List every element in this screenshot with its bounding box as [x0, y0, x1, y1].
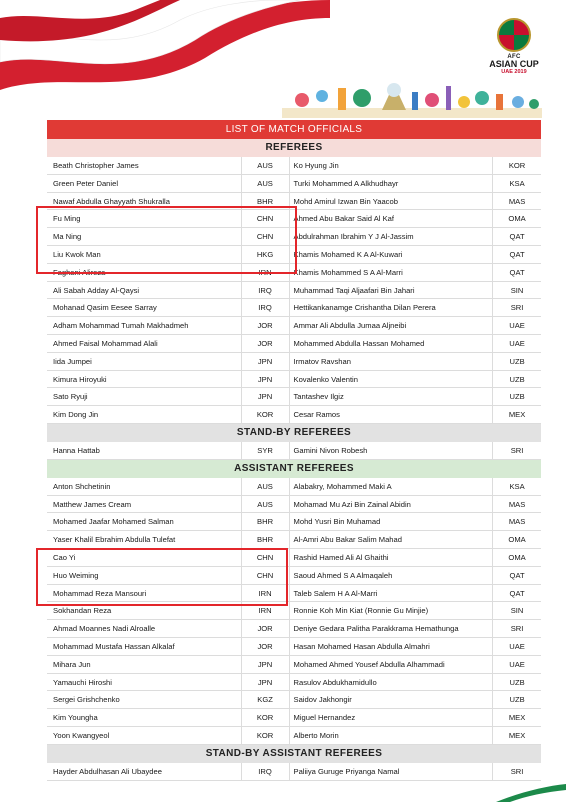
official-name-right: Irmatov Ravshan	[290, 353, 494, 370]
country-code-left: KOR	[242, 709, 290, 726]
official-name-right: Cesar Ramos	[290, 406, 494, 423]
table-row	[47, 353, 541, 371]
table-row	[47, 157, 541, 175]
country-code-right: UAE	[509, 641, 525, 651]
official-name-left: Sato Ryuji	[47, 388, 242, 405]
country-code-left: JPN	[242, 656, 290, 673]
standby-referees-table	[47, 442, 541, 460]
official-name-left: Cao Yi	[47, 549, 242, 566]
country-code-left: IRN	[242, 602, 290, 619]
country-code-right: QAT	[509, 588, 525, 598]
official-name-left: Yamauchi Hiroshi	[47, 674, 242, 691]
official-name-left: Liu Kwok Man	[47, 246, 242, 263]
official-name-left: Hayder Abdulhasan Ali Ubaydee	[47, 763, 242, 780]
country-code-right: MEX	[508, 410, 526, 420]
country-code-left: JOR	[242, 620, 290, 637]
official-name-right: Mohd Amirul Izwan Bin Yaacob	[290, 193, 494, 210]
official-name-left: Fu Ming	[47, 210, 242, 227]
official-name-right: Alabakry, Mohammed Maki A	[290, 478, 494, 495]
official-name-right: Rashid Hamed Ali Al Ghaithi	[290, 549, 494, 566]
official-name-right: Abdulrahman Ibrahim Y J Al-Jassim	[290, 228, 494, 245]
country-code-left: CHN	[242, 228, 290, 245]
country-code-left: KOR	[242, 406, 290, 423]
official-name-right: Khamis Mohamed K A Al-Kuwari	[290, 246, 494, 263]
official-name-left: Faghani Alireza	[47, 264, 242, 281]
table-row	[47, 299, 541, 317]
country-code-right: OMA	[508, 552, 526, 562]
official-name-right: Turki Mohammed A Alkhudhayr	[290, 175, 494, 192]
country-code-left: CHN	[242, 210, 290, 227]
country-code-left: JOR	[242, 638, 290, 655]
country-code-right: UAE	[509, 321, 525, 331]
country-code-right: MEX	[508, 730, 526, 740]
country-code-right: SIN	[510, 285, 524, 295]
country-code-right: QAT	[509, 267, 525, 277]
country-code-right: KSA	[509, 481, 525, 491]
country-code-right: UZB	[509, 356, 525, 366]
country-code-left: HKG	[242, 246, 290, 263]
country-code-right: UAE	[509, 659, 525, 669]
country-code-right: UZB	[509, 695, 525, 705]
country-code-right: UZB	[509, 374, 525, 384]
section-standby-referees: STAND-BY REFEREES	[47, 424, 541, 442]
official-name-left: Ahmad Moannes Nadi Alroalle	[47, 620, 242, 637]
country-code-right: OMA	[508, 535, 526, 545]
table-row	[47, 496, 541, 514]
table-row	[47, 282, 541, 300]
section-standby-assistant-referees: STAND-BY ASSISTANT REFEREES	[47, 745, 541, 763]
official-name-left: Ali Sabah Adday Al-Qaysi	[47, 282, 242, 299]
referees-table	[47, 157, 541, 424]
country-code-left: JPN	[242, 674, 290, 691]
country-code-left: IRQ	[242, 299, 290, 316]
logo-line2: ASIAN CUP	[489, 59, 539, 69]
table-row	[47, 763, 541, 781]
country-code-left: IRQ	[242, 282, 290, 299]
official-name-left: Hanna Hattab	[47, 442, 242, 459]
country-code-right: QAT	[509, 249, 525, 259]
official-name-left: Matthew James Cream	[47, 496, 242, 513]
official-name-right: Ahmed Abu Bakar Said Al Kaf	[290, 210, 494, 227]
country-code-left: AUS	[242, 157, 290, 174]
official-name-right: Mohamed Ahmed Yousef Abdulla Alhammadi	[290, 656, 494, 673]
country-code-left: KOR	[242, 727, 290, 744]
table-row	[47, 406, 541, 424]
country-code-right: SRI	[510, 624, 524, 634]
official-name-left: Nawaf Abdulla Ghayyath Shukralla	[47, 193, 242, 210]
country-code-left: CHN	[242, 567, 290, 584]
table-row	[47, 335, 541, 353]
country-code-left: IRN	[242, 585, 290, 602]
document-title: LIST OF MATCH OFFICIALS	[47, 120, 541, 139]
country-code-right: SRI	[510, 445, 524, 455]
section-referees: REFEREES	[47, 139, 541, 157]
official-name-right: Taleb Salem H A Al-Marri	[290, 585, 494, 602]
official-name-right: Saidov Jakhongir	[290, 691, 494, 708]
logo-emblem-icon	[497, 18, 531, 52]
country-code-right: OMA	[508, 214, 526, 224]
official-name-left: Ma Ning	[47, 228, 242, 245]
official-name-left: Anton Shchetinin	[47, 478, 242, 495]
official-name-right: Hettikankanamge Crishantha Dilan Perera	[290, 299, 494, 316]
official-name-right: Ammar Ali Abdulla Jumaa Aljneibi	[290, 317, 494, 334]
highlight-box-chn-referees	[36, 206, 297, 274]
country-code-left: AUS	[242, 478, 290, 495]
official-name-right: Deniye Gedara Palitha Parakkrama Hemathunga	[290, 620, 494, 637]
official-name-right: Mohd Yusri Bin Muhamad	[290, 513, 494, 530]
official-name-left: Adham Mohammad Tumah Makhadmeh	[47, 317, 242, 334]
standby-assistant-table	[47, 763, 541, 781]
official-name-right: Muhammad Taqi Aljaafari Bin Jahari	[290, 282, 494, 299]
country-code-left: JPN	[242, 388, 290, 405]
table-row	[47, 620, 541, 638]
table-row	[47, 709, 541, 727]
official-name-right: Mohammed Abdulla Hassan Mohamed	[290, 335, 494, 352]
country-code-left: AUS	[242, 496, 290, 513]
official-name-right: Rasulov Abdukhamidullo	[290, 674, 494, 691]
country-code-left: CHN	[242, 549, 290, 566]
country-code-right: SRI	[510, 303, 524, 313]
official-name-right: Saoud Ahmed S A Almaqaleh	[290, 567, 494, 584]
official-name-right: Ronnie Koh Min Kiat (Ronnie Gu Minjie)	[290, 602, 494, 619]
official-name-left: Mohamed Jaafar Mohamed Salman	[47, 513, 242, 530]
official-name-left: Huo Weiming	[47, 567, 242, 584]
logo-line3: UAE 2019	[501, 69, 527, 75]
country-code-right: SRI	[510, 766, 524, 776]
official-name-left: Green Peter Daniel	[47, 175, 242, 192]
table-row	[47, 388, 541, 406]
country-code-left: IRN	[242, 264, 290, 281]
country-code-right: UZB	[509, 677, 525, 687]
country-code-right: QAT	[509, 570, 525, 580]
country-code-right: MAS	[508, 196, 526, 206]
official-name-left: Ahmed Faisal Mohammad Alali	[47, 335, 242, 352]
table-row	[47, 371, 541, 389]
country-code-right: KOR	[508, 161, 526, 170]
country-code-left: JPN	[242, 371, 290, 388]
official-name-right: Kovalenko Valentin	[290, 371, 494, 388]
afc-asian-cup-logo	[484, 18, 544, 75]
official-name-left: Mohammad Reza Mansouri	[47, 585, 242, 602]
official-name-left: Sergei Grishchenko	[47, 691, 242, 708]
country-code-right: MEX	[508, 713, 526, 723]
country-code-left: BHR	[242, 513, 290, 530]
country-code-right: SIN	[510, 606, 524, 616]
table-row	[47, 478, 541, 496]
country-code-right: MAS	[508, 517, 526, 527]
country-code-left: BHR	[242, 531, 290, 548]
country-code-right: MAS	[508, 499, 526, 509]
table-row	[47, 175, 541, 193]
country-code-right: UAE	[509, 338, 525, 348]
country-code-right: KSA	[509, 178, 525, 188]
section-assistant-referees: ASSISTANT REFEREES	[47, 460, 541, 478]
country-code-left: SYR	[242, 442, 290, 459]
official-name-left: Yoon Kwangyeol	[47, 727, 242, 744]
official-name-left: Mihara Jun	[47, 656, 242, 673]
assistant-referees-table	[47, 478, 541, 745]
table-row	[47, 442, 541, 460]
table-row	[47, 727, 541, 745]
table-row	[47, 674, 541, 692]
country-code-left: BHR	[242, 193, 290, 210]
official-name-right: Al-Amri Abu Bakar Salim Mahad	[290, 531, 494, 548]
table-row	[47, 638, 541, 656]
table-row	[47, 531, 541, 549]
table-row	[47, 513, 541, 531]
country-code-left: IRQ	[242, 763, 290, 780]
official-name-right: Ko Hyung Jin	[290, 157, 494, 174]
official-name-right: Hasan Mohamed Hasan Abdulla Almahri	[290, 638, 494, 655]
corner-swoosh	[496, 780, 566, 802]
official-name-left: Beath Christopher James	[47, 157, 242, 174]
logo-line1: AFC	[507, 54, 521, 60]
country-code-left: JPN	[242, 353, 290, 370]
ribbon-decoration	[0, 0, 330, 110]
official-name-left: Kim Youngha	[47, 709, 242, 726]
official-name-left: Mohanad Qasim Eesee Sarray	[47, 299, 242, 316]
table-row	[47, 317, 541, 335]
official-name-left: Kimura Hiroyuki	[47, 371, 242, 388]
official-name-left: Kim Dong Jin	[47, 406, 242, 423]
country-code-right: QAT	[509, 232, 525, 242]
official-name-right: Khamis Mohammed S A Al-Marri	[290, 264, 494, 281]
official-name-right: Miguel Hernandez	[290, 709, 494, 726]
official-name-right: Tantashev Ilgiz	[290, 388, 494, 405]
official-name-right: Alberto Morin	[290, 727, 494, 744]
country-code-right: UZB	[509, 392, 525, 402]
official-name-right: Paliiya Guruge Priyanga Namal	[290, 763, 494, 780]
skyline-illustration	[282, 78, 542, 118]
official-name-left: Yaser Khalil Ebrahim Abdulla Tulefat	[47, 531, 242, 548]
official-name-left: Mohammad Mustafa Hassan Alkalaf	[47, 638, 242, 655]
country-code-left: JOR	[242, 317, 290, 334]
country-code-left: JOR	[242, 335, 290, 352]
highlight-box-chn-assistants	[36, 548, 288, 606]
country-code-left: KGZ	[242, 691, 290, 708]
country-code-left: AUS	[242, 175, 290, 192]
official-name-left: Iida Jumpei	[47, 353, 242, 370]
table-row	[47, 656, 541, 674]
official-name-right: Mohamad Mu Azi Bin Zainal Abidin	[290, 496, 494, 513]
table-row	[47, 691, 541, 709]
official-name-left: Sokhandan Reza	[47, 602, 242, 619]
official-name-right: Gamini Nivon Robesh	[290, 442, 494, 459]
